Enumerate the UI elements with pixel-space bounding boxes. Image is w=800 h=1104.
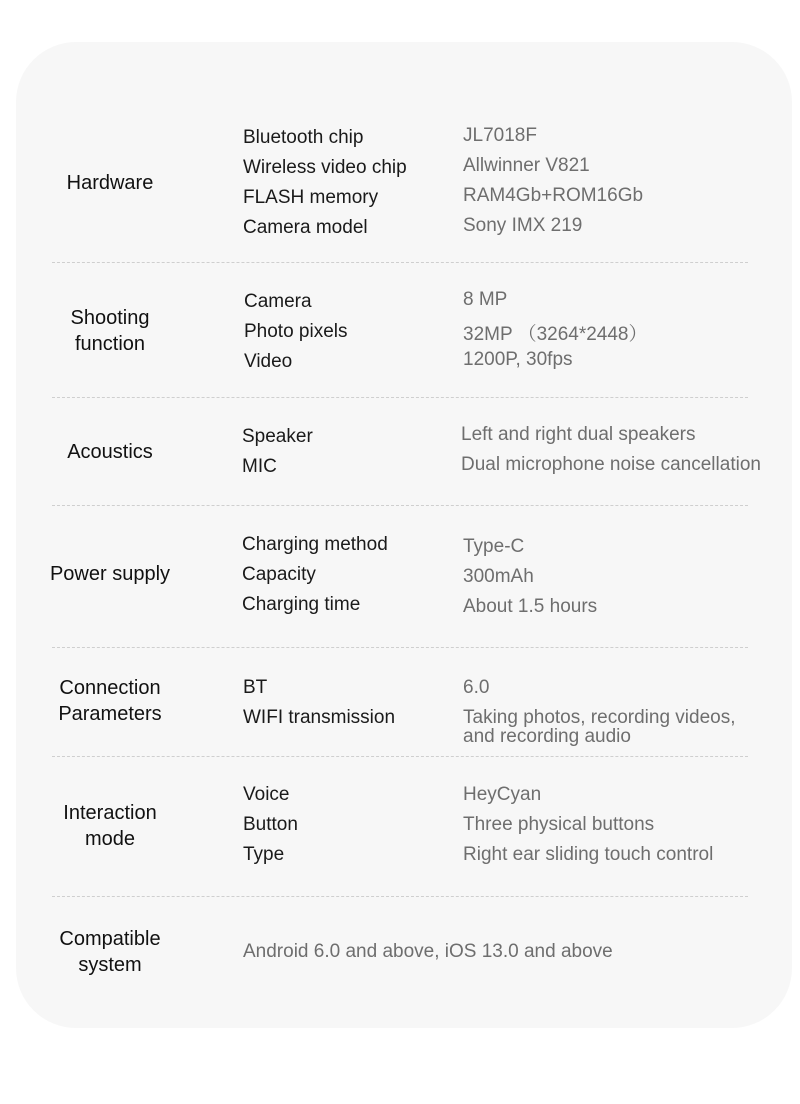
section-divider <box>52 647 748 648</box>
category-line: system <box>78 954 142 976</box>
spec-key-speaker: Speaker <box>242 426 313 447</box>
category-compatible-system <box>20 926 200 978</box>
spec-value-mic: Dual microphone noise cancellation <box>461 454 761 475</box>
spec-key-mic: MIC <box>242 456 277 477</box>
spec-key-capacity: Capacity <box>242 564 316 585</box>
category-acoustics: Acoustics <box>67 441 153 463</box>
category-line: Interaction <box>63 802 157 824</box>
spec-key-button: Button <box>243 814 298 835</box>
spec-key-camera-model: Camera model <box>243 217 368 238</box>
value-line: Taking photos, recording videos, <box>463 707 736 728</box>
spec-value-bt: 6.0 <box>463 677 490 698</box>
section-divider <box>52 262 748 263</box>
spec-value-wifi-transmission <box>463 708 783 746</box>
section-divider <box>52 756 748 757</box>
spec-value-charging-method: Type-C <box>463 536 525 557</box>
category-line: Connection <box>59 677 161 699</box>
spec-key-charging-time: Charging time <box>242 594 361 615</box>
spec-value-wireless-video-chip: Allwinner V821 <box>463 155 590 176</box>
spec-value-flash-memory: RAM4Gb+ROM16Gb <box>463 185 644 206</box>
spec-key-voice: Voice <box>243 784 290 805</box>
section-divider <box>52 397 748 398</box>
spec-value-compatible-system: Android 6.0 and above, iOS 13.0 and above <box>243 941 613 962</box>
spec-value-bluetooth-chip: JL7018F <box>463 125 537 146</box>
spec-key-bluetooth-chip: Bluetooth chip <box>243 127 364 148</box>
category-hardware: Hardware <box>66 172 154 194</box>
category-shooting-function <box>20 305 200 357</box>
spec-key-wireless-video-chip: Wireless video chip <box>243 157 407 178</box>
spec-value-charging-time: About 1.5 hours <box>463 596 598 617</box>
spec-value-button: Three physical buttons <box>463 814 655 835</box>
spec-key-camera: Camera <box>244 291 312 312</box>
spec-value-speaker: Left and right dual speakers <box>461 424 696 445</box>
category-interaction-mode <box>20 800 200 852</box>
category-line: function <box>74 333 146 355</box>
spec-value-photo-pixels: 32MP （3264*2448） <box>463 324 648 345</box>
category-line: Compatible <box>59 928 161 950</box>
spec-key-video: Video <box>244 351 293 372</box>
category-connection-parameters <box>20 675 200 727</box>
spec-value-type: Right ear sliding touch control <box>463 844 714 865</box>
category-power-supply: Power supply <box>49 563 171 585</box>
spec-key-photo-pixels: Photo pixels <box>244 321 348 342</box>
value-line: and recording audio <box>463 726 631 747</box>
section-divider <box>52 505 748 506</box>
spec-value-camera-model: Sony IMX 219 <box>463 215 583 236</box>
category-line: mode <box>84 828 136 850</box>
section-divider <box>52 896 748 897</box>
category-line: Shooting <box>70 307 150 329</box>
spec-value-voice: HeyCyan <box>463 784 542 805</box>
spec-value-video: 1200P, 30fps <box>463 349 573 370</box>
spec-value-camera: 8 MP <box>463 289 508 310</box>
spec-key-bt: BT <box>243 677 268 698</box>
spec-key-type: Type <box>243 844 285 865</box>
spec-key-wifi-transmission: WIFI transmission <box>243 707 396 728</box>
category-line: Parameters <box>58 703 162 725</box>
spec-key-charging-method: Charging method <box>242 534 388 555</box>
spec-key-flash-memory: FLASH memory <box>243 187 379 208</box>
spec-value-capacity: 300mAh <box>463 566 534 587</box>
